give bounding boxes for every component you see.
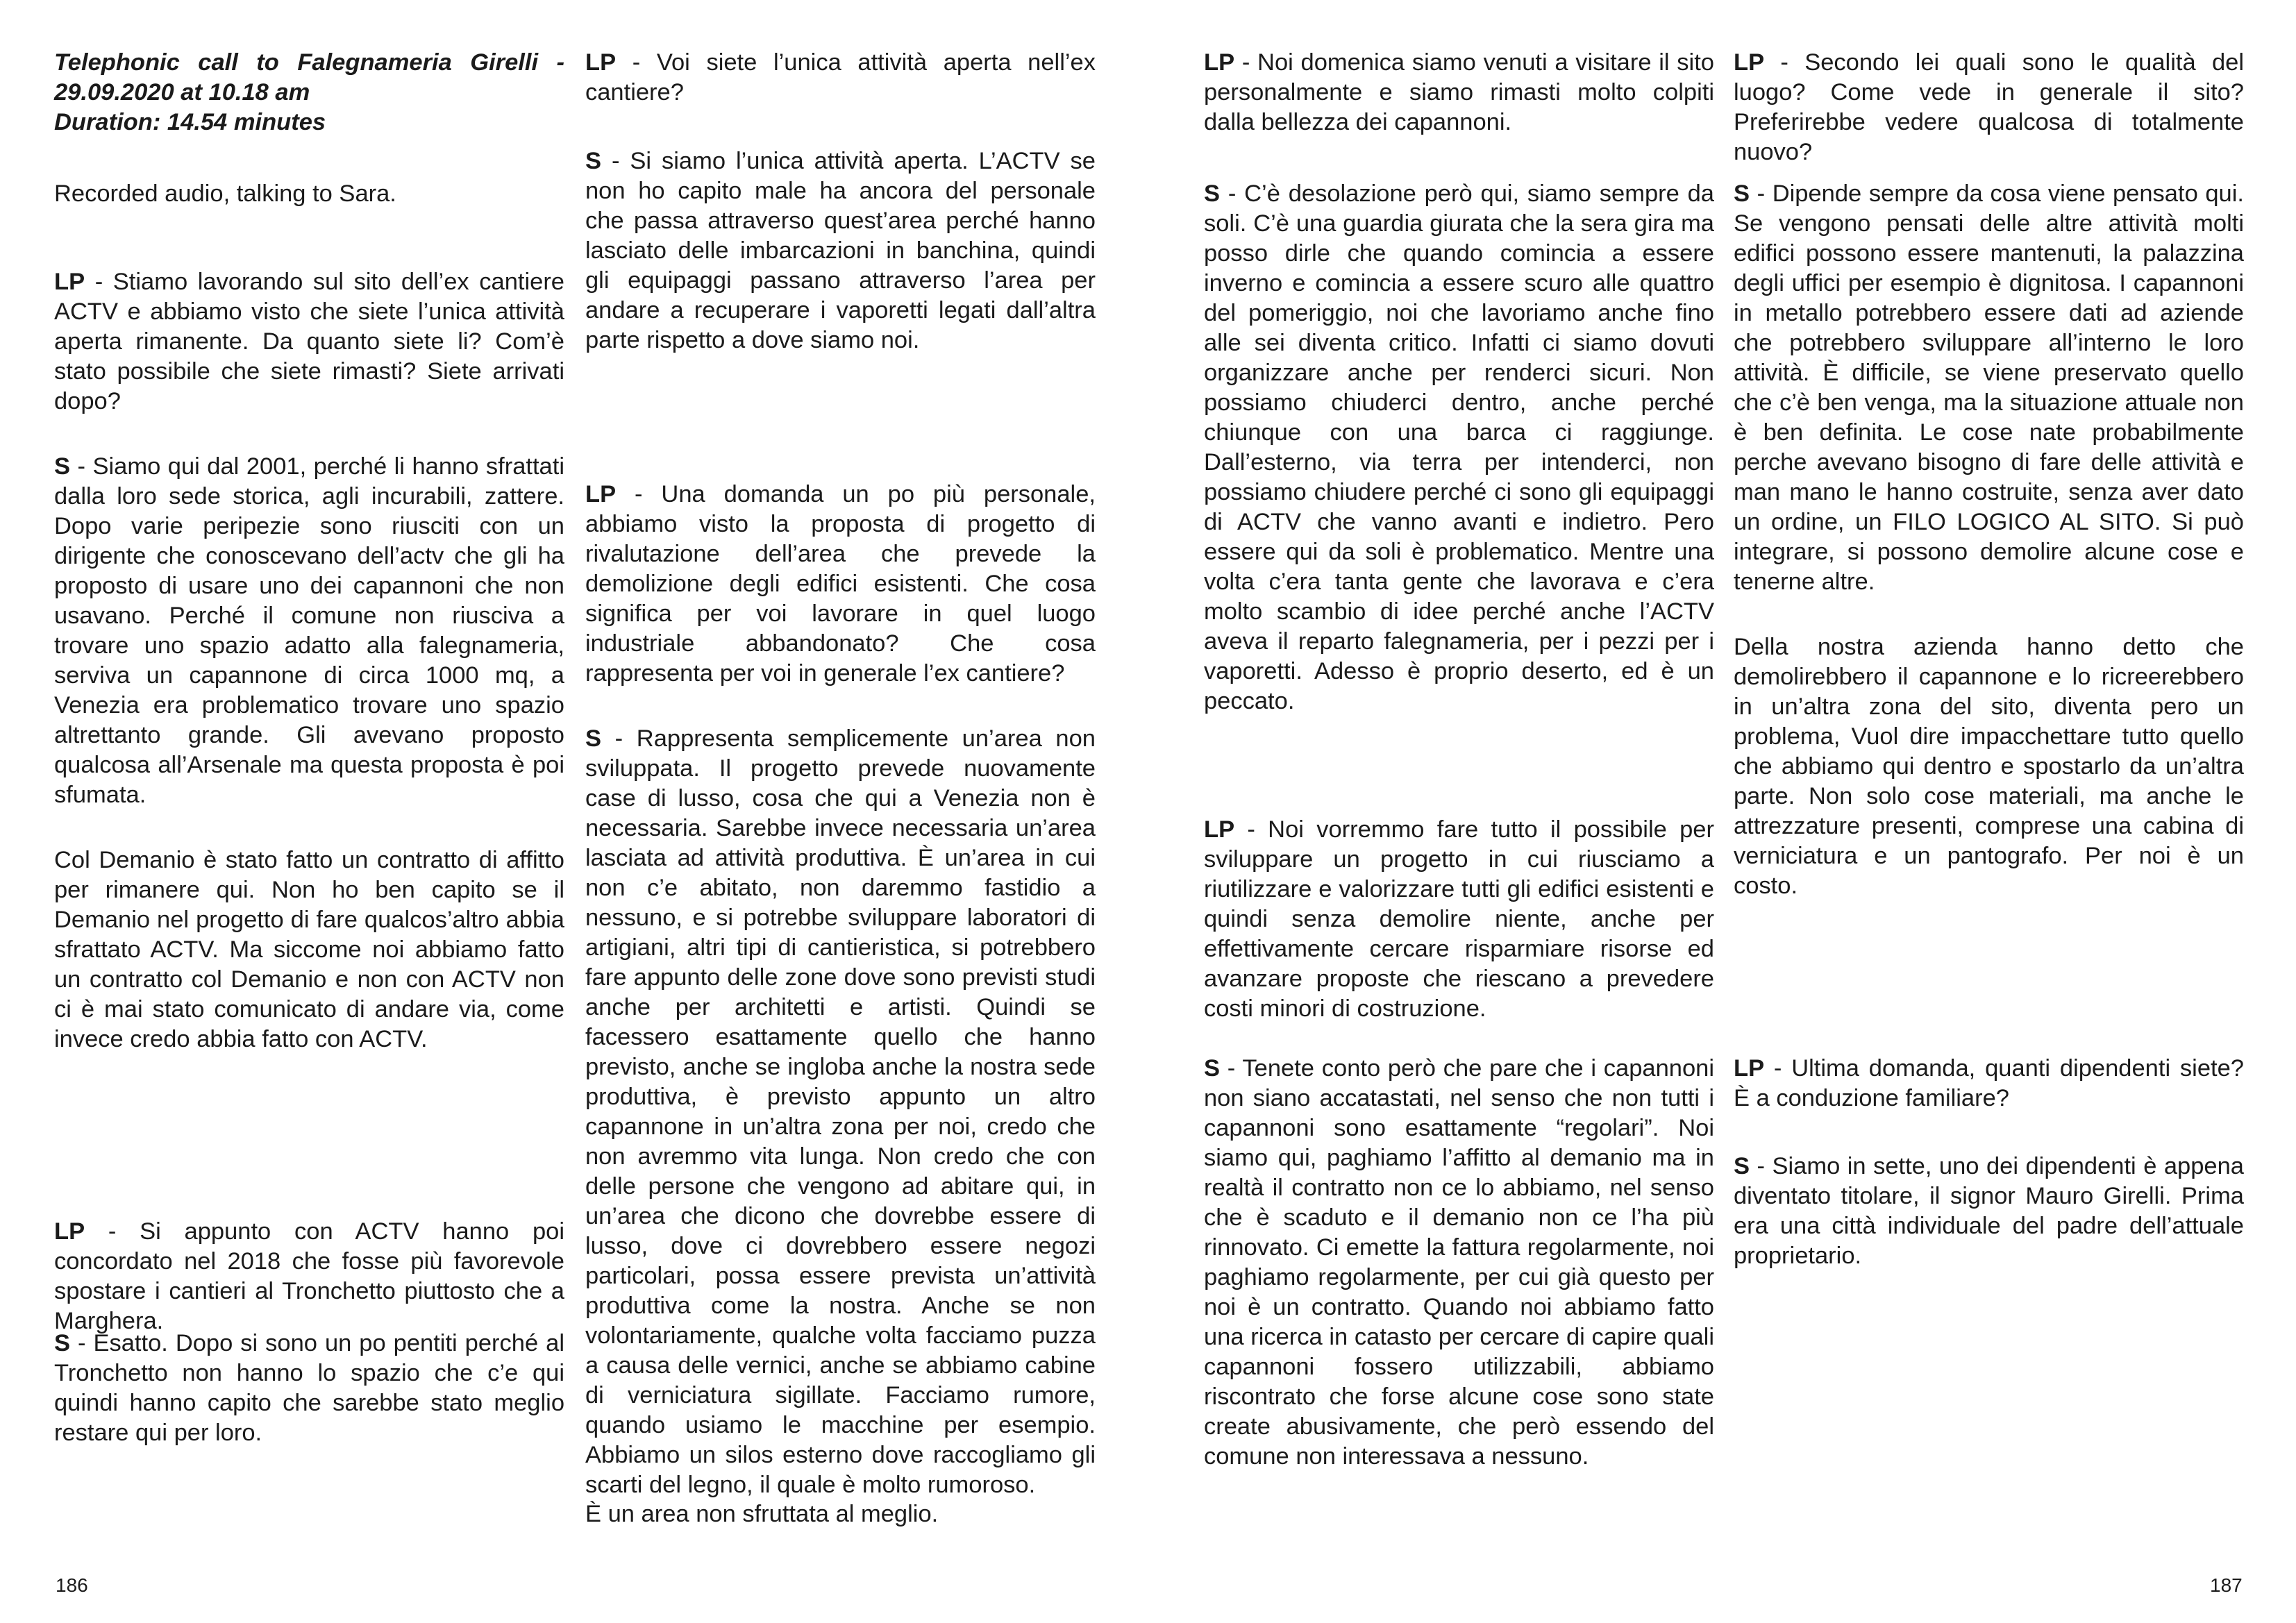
paragraph	[54, 1217, 564, 1336]
speaker-label: S	[54, 453, 71, 480]
title-line-3: Duration: 14.54 minutes	[54, 109, 326, 135]
paragraph-text: - Voi siete l’unica attività aperta nell’ex cantiere?	[585, 49, 1096, 106]
paragraph	[54, 452, 564, 810]
paragraph-text: È un area non sfruttata al meglio.	[585, 1501, 939, 1527]
paragraph-text: - Rappresenta semplicemente un’area non sviluppata. Il progetto prevede nuovamente case di lusso, cosa che qui a Venezia non è necessaria. Sarebbe invece necessaria un’area lasciata ad attività produttiva. È un’area in cui non c’e abitato, non daremmo fastidio a nessuno, e si potrebbe sviluppare laboratori di artigiani, altri tipi di cantieristica, si potrebbero fare appunto delle zone dove sono previsti studi anche per architetti e artisti. Quindi se facessero esattamente quello che hanno previsto, anche se ingloba anche la nostra sede produttiva, è previsto appunto un altro capannone in un’altra zona per noi, credo che non avremmo vita lunga. Non credo che con delle persone che vengono ad abitare qui, in un’area che dicono che dovrebbe essere di lusso, dove ci dovrebbero essere negozi particolari, possa essere prevista un’attività produttiva come la nostra. Anche se non volontariamente, qualche volta facciamo puzza a causa delle vernici, anche se abbiamo cabine di verniciatura sigillate. Facciamo rumore, quando usiamo le macchine per esempio. Abbiamo un silos esterno dove raccogliamo gli scarti del legno, il quale è molto rumoroso.	[585, 725, 1096, 1498]
speaker-label: S	[585, 148, 602, 174]
paragraph-text: - Una domanda un po più personale, abbiamo visto la proposta di progetto di rivalutazione dell’area che prevede la demolizione degli edifici esistenti. Che cosa significa per voi lavorare in quel luogo industriale abbandonato? Che cosa rappresenta per voi in generale l’ex cantiere?	[585, 481, 1096, 687]
speaker-label: LP	[585, 481, 617, 507]
speaker-label: LP	[54, 269, 85, 295]
paragraph	[54, 846, 564, 1054]
paragraph-text: - Siamo qui dal 2001, perché li hanno sfrattati dalla loro sede storica, agli incurabili, zattere. Dopo varie peripezie sono riusciti con un dirigente che conoscevano dell’actv che gli ha proposto di usare uno dei capannoni che non usavano. Perché il comune non riusciva a trovare uno spazio adatto alla falegnameria, serviva un capannone di circa 1000 mq, a Venezia era problematico trovare uno spazio altrettanto grande. Gli avevano proposto qualcosa all’Arsenale ma questa proposta è poi sfumata.	[54, 453, 564, 808]
paragraph	[585, 48, 1096, 108]
paragraph-text: - Siamo in sette, uno dei dipendenti è appena diventato titolare, il signor Mauro Girelli. Prima era una città individuale del padre dell’attuale proprietario.	[1734, 1153, 2244, 1269]
paragraph	[54, 1329, 564, 1448]
paragraph-text: - Secondo lei quali sono le qualità del luogo? Come vede in generale il sito? Preferirebbe vedere qualcosa di totalmente nuovo?	[1734, 49, 2244, 165]
speaker-label: S	[1204, 180, 1221, 207]
paragraph	[54, 267, 564, 417]
paragraph	[585, 1499, 1096, 1529]
paragraph-text: - Ultima domanda, quanti dipendenti siete? È a conduzione familiare?	[1734, 1055, 2244, 1111]
paragraph-text: - Si siamo l’unica attività aperta. L’ACTV se non ho capito male ha ancora del personale che passa attraverso quest’area perché hanno lasciato delle imbarcazioni in banchina, quindi gli equipaggi passano attraverso l’area per andare a recuperare i vaporetti legati dall’altra parte rispetto a dove siamo noi.	[585, 148, 1096, 353]
paragraph-text: - Si appunto con ACTV hanno poi concordato nel 2018 che fosse più favorevole spostare i cantieri al Tronchetto piuttosto che a Marghera.	[54, 1218, 564, 1334]
paragraph	[585, 146, 1096, 355]
page-number-right: 187	[2210, 1574, 2243, 1596]
paragraph	[1204, 1054, 1714, 1472]
speaker-label: LP	[585, 49, 617, 76]
paragraph	[1734, 1054, 2244, 1113]
paragraph	[1204, 815, 1714, 1024]
paragraph	[585, 480, 1096, 689]
paragraph-text: - Dipende sempre da cosa viene pensato qui. Se vengono pensati delle altre attività molti edifici possono essere mantenuti, la palazzina degli uffici per esempio è dignitosa. I capannoni in metallo potrebbero essere dati ad aziende che potrebbero sviluppare all’interno le loro attività. È difficile, se viene preservato quello che c’è ben venga, ma la situazione attuale non è ben definita. Le cose nate probabilmente perche avevano bisogno di fare delle attività e man mano le hanno costruite, senza aver dato un ordine, un FILO LOGICO AL SITO. Si può integrare, si possono demolire alcune cose e tenerne altre.	[1734, 180, 2244, 595]
paragraph	[1734, 179, 2244, 597]
paragraph-text: - Tenete conto però che pare che i capannoni non siano accatastati, nel senso che non tutti i capannoni sono esattamente “regolari”. Noi siamo qui, paghiamo l’affitto al demanio ma in realtà il contratto non ce lo abbiamo, nel senso che è scaduto e il demanio non ce l’ha più rinnovato. Ci emette la fattura regolarmente, noi paghiamo regolarmente, per cui già questo per noi è un contratto. Quando noi abbiamo fatto una ricerca in catasto per cercare di capire quali capannoni fossero utilizzabili, abbiamo riscontrato che forse alcune cose sono state create abusivamente, che però essendo del comune non interessava a nessuno.	[1204, 1055, 1714, 1470]
paragraph	[1734, 48, 2244, 167]
paragraph	[1734, 632, 2244, 901]
speaker-label: S	[1734, 1153, 1750, 1179]
speaker-label: S	[1734, 180, 1750, 207]
title-line-2: 29.09.2020 at 10.18 am	[54, 79, 310, 106]
speaker-label: LP	[1204, 49, 1235, 76]
paragraph	[1204, 179, 1714, 716]
speaker-label: LP	[1734, 1055, 1765, 1082]
title-line-1: Telephonic call to Falegnameria Girelli -	[54, 49, 564, 76]
speaker-label: LP	[54, 1218, 85, 1245]
paragraph-text: - Noi domenica siamo venuti a visitare il sito personalmente e siamo rimasti molto colpiti dalla bellezza dei capannoni.	[1204, 49, 1714, 135]
paragraph-text: Col Demanio è stato fatto un contratto di affitto per rimanere qui. Non ho ben capito se il Demanio nel progetto di fare qualcos’altro abbia sfrattato ACTV. Ma siccome noi abbiamo fatto un contratto col Demanio e non con ACTV non ci è mai stato comunicato di andare via, come invece credo abbia fatto con ACTV.	[54, 847, 564, 1052]
speaker-label: LP	[1204, 816, 1235, 843]
interview-title	[54, 48, 564, 137]
paragraph	[1204, 48, 1714, 137]
paragraph	[585, 724, 1096, 1500]
paragraph-text: - C’è desolazione però qui, siamo sempre da soli. C’è una guardia giurata che la sera gira ma posso dirle che quando comincia a essere inverno e comincia a essere scuro alle quattro del pomeriggio, noi che lavoriamo anche fino alle sei diventa critico. Infatti ci siamo dovuti organizzare anche per renderci sicuri. Non possiamo chiuderci dentro, anche perché chiunque con una barca ci raggiunge. Dall’esterno, via terra per intenderci, non possiamo chiudere perché ci sono gli equipaggi di ACTV che vanno avanti e indietro. Pero essere qui da soli è problematico. Mentre una volta c’era tanta gente che lavorava e c’era molto scambio di idee perché anche l’ACTV aveva il reparto falegnameria, per i pezzi per i vaporetti. Adesso è proprio deserto, ed è un peccato.	[1204, 180, 1714, 714]
speaker-label: S	[1204, 1055, 1221, 1082]
paragraph-text: - Stiamo lavorando sul sito dell’ex cantiere ACTV e abbiamo visto che siete l’unica attività aperta rimanente. Da quanto siete li? Com’è stato possibile che siete rimasti? Siete arrivati dopo?	[54, 269, 564, 414]
speaker-label: LP	[1734, 49, 1765, 76]
paragraph-text: - Noi vorremmo fare tutto il possibile per sviluppare un progetto in cui riusciamo a riutilizzare e valorizzare tutti gli edifici esistenti e quindi senza demolire niente, anche per effettivamente cercare risparmiare risorse ed avanzare proposte che riescano a prevedere costi minori di costruzione.	[1204, 816, 1714, 1022]
speaker-label: S	[585, 725, 602, 752]
intro-text: Recorded audio, talking to Sara.	[54, 180, 396, 207]
paragraph-text: Della nostra azienda hanno detto che demolirebbero il capannone e lo ricreerebbero in un’altra zona del sito, diventa pero un problema, Vuol dire impacchettare tutto quello che abbiamo qui dentro e spostarlo da un’altra parte. Non solo cose materiali, ma anche le attrezzature presenti, comprese una cabina di verniciatura e un pantografo. Per noi è un costo.	[1734, 634, 2244, 899]
paragraph-text: - Esatto. Dopo si sono un po pentiti perché al Tronchetto non hanno lo spazio che c’e qui quindi hanno capito che sarebbe stato meglio restare qui per loro.	[54, 1330, 564, 1446]
paragraph	[1734, 1152, 2244, 1271]
page-number-left: 186	[56, 1574, 88, 1596]
speaker-label: S	[54, 1330, 71, 1356]
